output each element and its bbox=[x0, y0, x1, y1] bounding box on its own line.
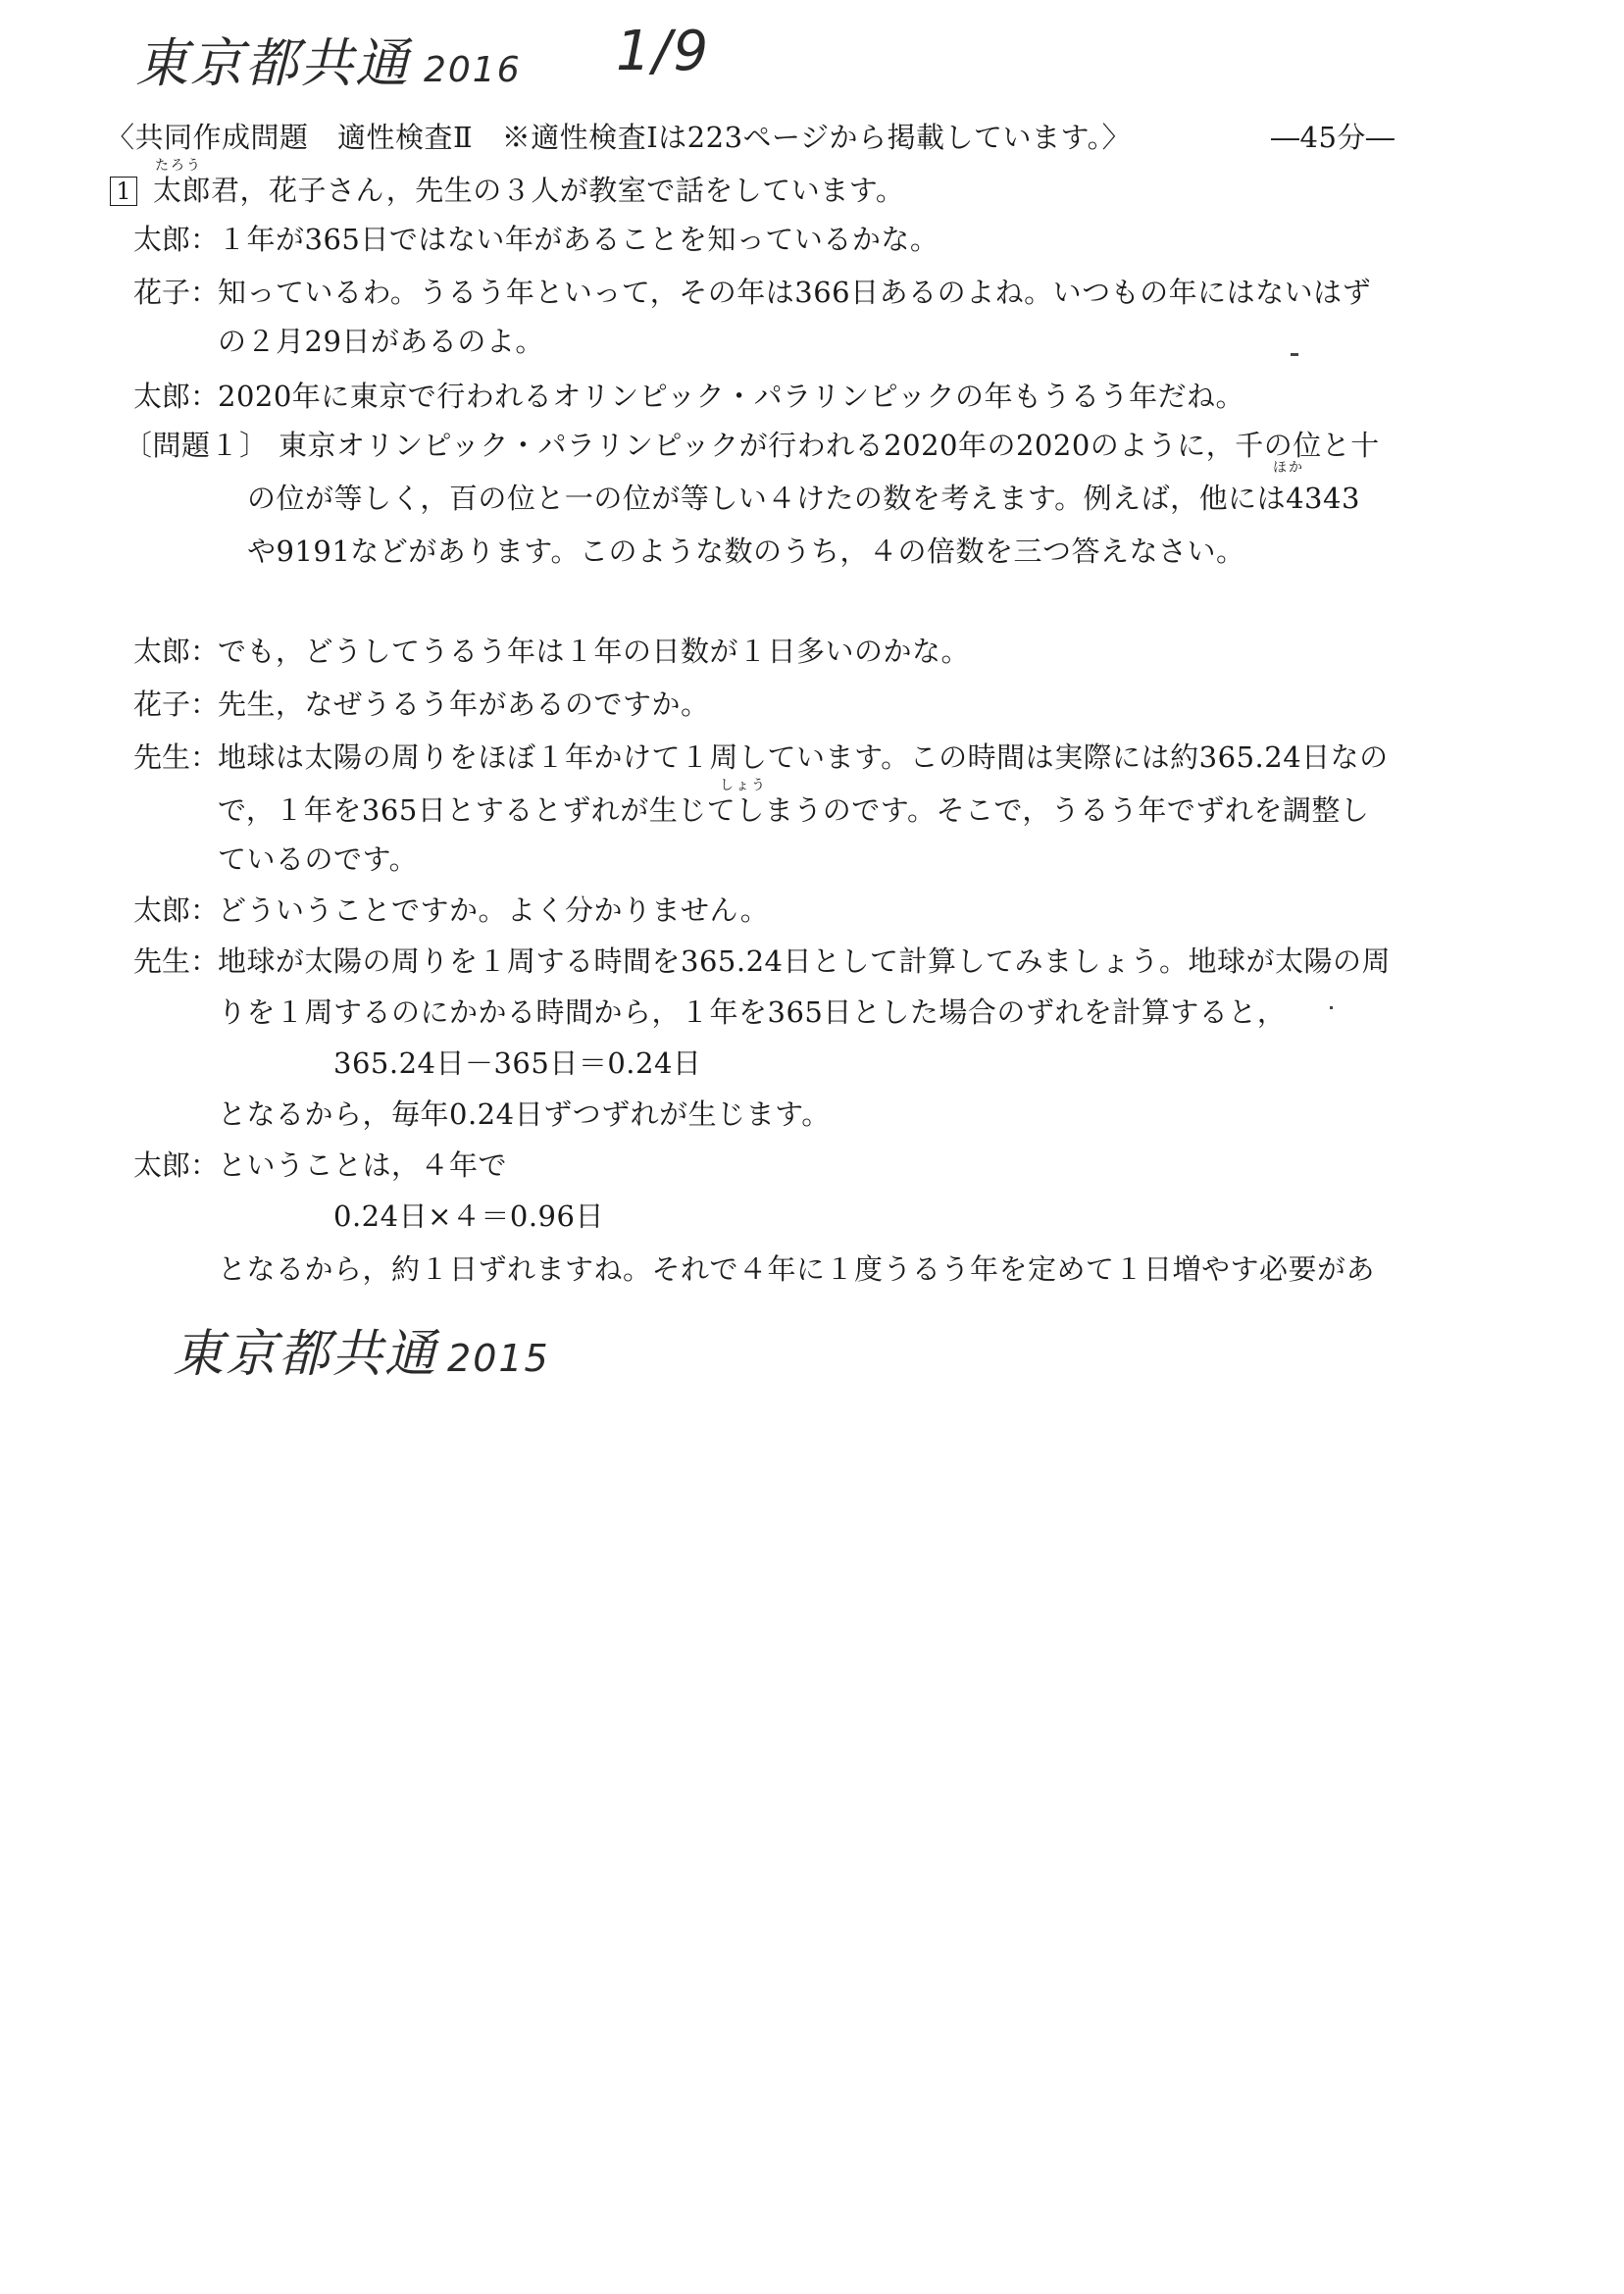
equation-line: 365.24日－365日＝0.24日 bbox=[333, 1046, 702, 1080]
dialogue-line: ているのです。 bbox=[218, 842, 419, 876]
dialogue-line: でも，どうしてうるう年は１年の日数が１日多いのかな。 bbox=[218, 635, 971, 668]
question1-line: 東京オリンピック・パラリンピックが行われる2020年の2020のように，千の位と十 bbox=[279, 429, 1380, 462]
speaker-taro: 太郎： bbox=[133, 223, 220, 256]
speaker-taro: 太郎： bbox=[133, 380, 220, 413]
dialogue-line: となるから，毎年0.24日ずつずれが生じます。 bbox=[218, 1097, 831, 1131]
scan-speck bbox=[1330, 1006, 1333, 1009]
handwritten-note-bottom bbox=[173, 1312, 550, 1386]
ruby-hoka: ほか bbox=[1273, 460, 1304, 476]
ruby-shou: しょう bbox=[720, 778, 767, 793]
dialogue-line: で，１年を365日とするとずれが生じてしまうのです。そこで，うるう年でずれを調整し bbox=[218, 793, 1370, 827]
speaker-sensei: 先生： bbox=[133, 944, 220, 978]
question1-line: や9191などがあります。このような数のうち，４の倍数を三つ答えなさい。 bbox=[247, 535, 1245, 568]
speaker-taro: 太郎： bbox=[133, 1148, 220, 1182]
speaker-taro: 太郎： bbox=[133, 893, 220, 927]
dialogue-line: 知っているわ。うるう年といって，その年は366日あるのよね。いつもの年にはないはず bbox=[218, 276, 1372, 309]
header-time: ―45分― bbox=[1271, 121, 1396, 154]
dialogue-line: １年が365日ではない年があることを知っているかな。 bbox=[218, 223, 939, 256]
handwritten-title-bottom: 東京都共通 bbox=[173, 1325, 438, 1384]
dialogue-line: ということは，４年で bbox=[218, 1148, 508, 1182]
equation-line: 0.24日×４＝0.96日 bbox=[333, 1199, 604, 1233]
dialogue-line: 先生，なぜうるう年があるのですか。 bbox=[218, 688, 710, 721]
question1-line: の位が等しく，百の位と一の位が等しい４けたの数を考えます。例えば，他には4343 bbox=[247, 482, 1360, 515]
ruby-taro: たろう bbox=[155, 158, 202, 174]
dialogue-line: りを１周するのにかかる時間から，１年を365日とした場合のずれを計算すると， bbox=[218, 995, 1287, 1029]
handwritten-year-top: 2016 bbox=[424, 50, 522, 90]
dialogue-line: 2020年に東京で行われるオリンピック・パラリンピックの年もうるう年だね。 bbox=[218, 380, 1244, 413]
dialogue-line: となるから，約１日ずれますね。それで４年に１度うるう年を定めて１日増やす必要があ bbox=[218, 1252, 1376, 1286]
scan-speck bbox=[1291, 353, 1298, 356]
header-text: 〈共同作成問題 適性検査Ⅱ ※適性検査Ⅰは223ページから掲載しています。〉 bbox=[106, 121, 1132, 154]
question1-label: 〔問題１〕 bbox=[124, 429, 269, 462]
handwritten-title-top: 東京都共通 bbox=[135, 32, 410, 94]
dialogue-line: の２月29日があるのよ。 bbox=[218, 325, 544, 358]
speaker-hanako: 花子： bbox=[133, 276, 220, 309]
handwritten-year-bottom: 2015 bbox=[447, 1337, 550, 1380]
speaker-hanako: 花子： bbox=[133, 688, 220, 721]
handwritten-page-mark: 1/9 bbox=[616, 20, 711, 83]
dialogue-line: 地球が太陽の周りを１周する時間を365.24日として計算してみましょう。地球が太陽の周 bbox=[218, 944, 1391, 978]
handwritten-note-top bbox=[135, 22, 522, 97]
dialogue-line: 地球は太陽の周りをほぼ１年かけて１周しています。この時間は実際には約365.24日なの bbox=[218, 740, 1389, 774]
section-intro: 太郎君，花子さん，先生の３人が教室で話をしています。 bbox=[153, 174, 905, 207]
section-number-box: 1 bbox=[110, 177, 137, 206]
speaker-sensei: 先生： bbox=[133, 740, 220, 774]
speaker-taro: 太郎： bbox=[133, 635, 220, 668]
dialogue-line: どういうことですか。よく分かりません。 bbox=[218, 893, 770, 927]
